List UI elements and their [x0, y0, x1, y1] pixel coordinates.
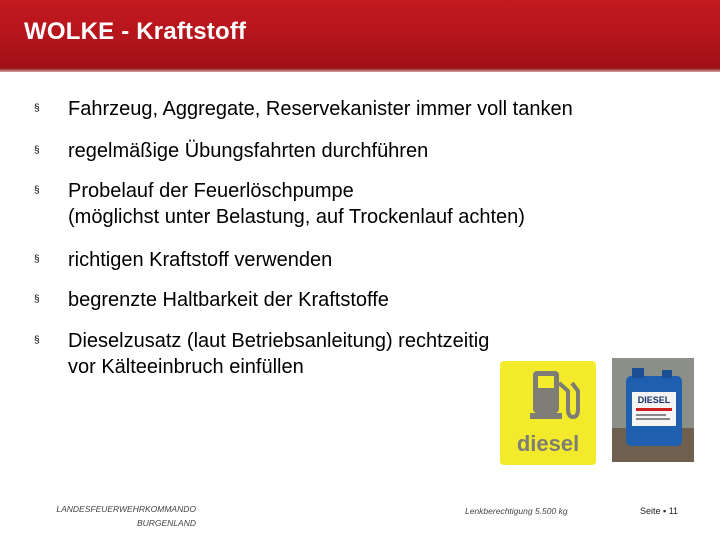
- bullet-marker: §: [34, 185, 40, 196]
- bullet-text: richtigen Kraftstoff verwenden: [68, 249, 333, 271]
- footer-course-title: Lenkberechtigung 5.500 kg: [465, 506, 568, 516]
- bullet-text: begrenzte Haltbarkeit der Kraftstoffe: [68, 289, 389, 311]
- slide-title: WOLKE - Kraftstoff: [24, 18, 247, 45]
- bullet-marker: §: [34, 335, 40, 346]
- bullet-text: regelmäßige Übungsfahrten durchführen: [68, 140, 429, 162]
- bullet-marker: §: [34, 103, 40, 114]
- diesel-canister-photo: [612, 358, 694, 462]
- footer-organisation: [32, 502, 196, 530]
- title-bar-shadow: [0, 68, 720, 72]
- footer-org-line2: BURGENLAND: [136, 518, 196, 528]
- footer-org-line1: LANDESFEUERWEHRKOMMANDO: [56, 504, 196, 514]
- bullet-marker: §: [34, 254, 40, 265]
- diesel-sign-image: [500, 361, 596, 465]
- bullet-text: Dieselzusatz (laut Betriebsanleitung) rechtzeitig vor Kälteeinbruch einfüllen: [68, 330, 490, 378]
- sign-label: diesel: [516, 431, 580, 456]
- canister-label: DIESEL: [637, 395, 671, 405]
- page-number: Seite ▪ 11: [640, 506, 679, 516]
- bullet-text: Fahrzeug, Aggregate, Reservekanister immer voll tanken: [68, 98, 573, 120]
- bullet-marker: §: [34, 294, 40, 305]
- bullet-text: Probelauf der Feuerlöschpumpe (möglichst unter Belastung, auf Trockenlauf achten): [68, 180, 525, 228]
- bullet-marker: §: [34, 145, 40, 156]
- fuel-pump-icon: [500, 361, 596, 465]
